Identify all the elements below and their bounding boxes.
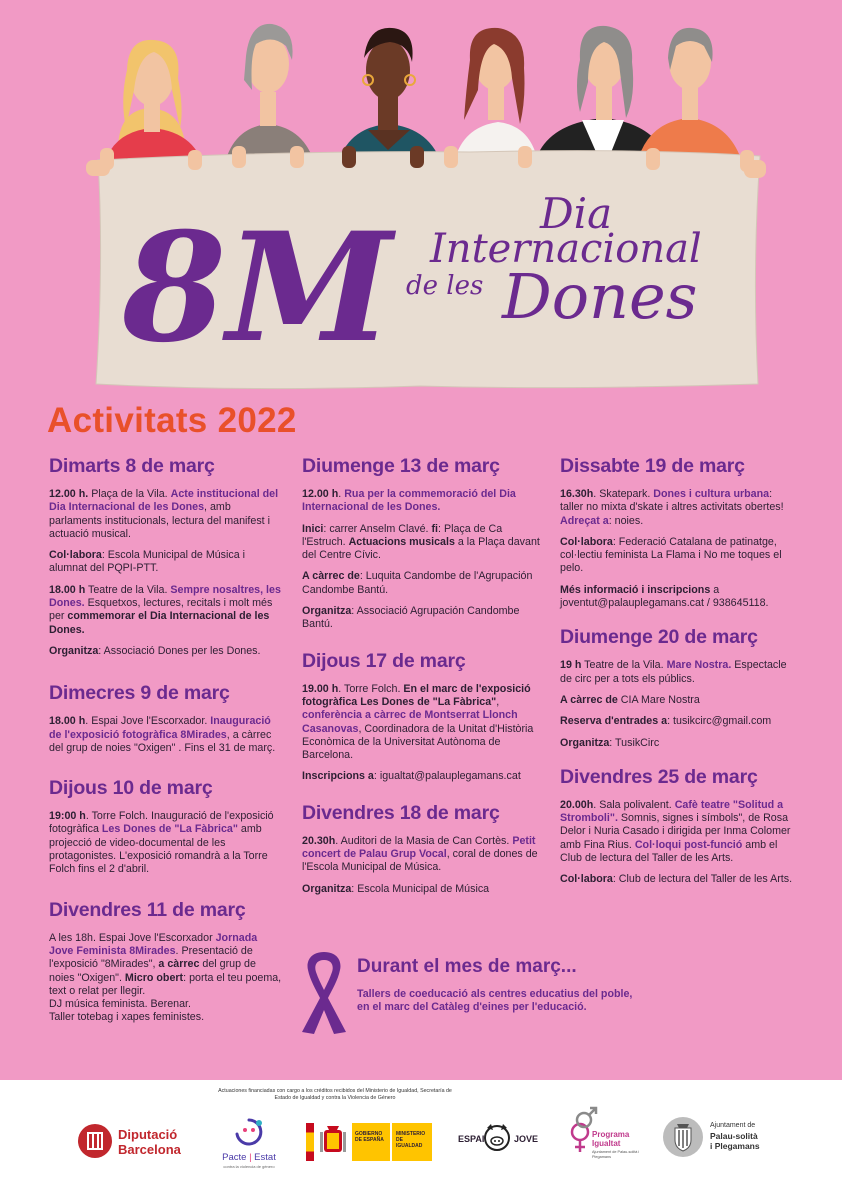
- hero-illustration: [0, 0, 842, 400]
- event-paragraph: Organitza: TusikCirc: [560, 736, 660, 749]
- event-day-heading: Divendres 18 de març: [302, 801, 500, 824]
- pig-face-icon: [482, 1122, 512, 1152]
- ministerio-text-2: DE IGUALDAD: [396, 1137, 423, 1149]
- gobierno-text-2: DE ESPAÑA: [355, 1137, 384, 1143]
- event-paragraph: Col·labora: Escola Municipal de Música i alumnat del PQPI-PTT.: [49, 549, 246, 575]
- ajuntament-text-2: Palau-solità: [710, 1131, 758, 1141]
- event-day-heading: Dimarts 8 de març: [49, 455, 215, 477]
- event-paragraph: A les 18h. Espai Jove l'Escorxador Jornada Jove Feminista 8Mirades. Presentació de l'exposició "8Mirades", a càrrec del grup de noies "Oxigen". Micro obert: porta el teu poema, text o relat per llegir. DJ música feminista. Berenar. Taller totebag i xapes feministes.: [49, 931, 282, 1024]
- event-paragraph: Inscripcions a: igualtat@palauplegamans.cat: [302, 770, 521, 783]
- event-18-march: [302, 802, 542, 896]
- gobierno-box: [352, 1123, 390, 1161]
- event-8-march: [49, 455, 284, 658]
- column-1: [49, 455, 284, 1038]
- event-day-heading: Divendres 25 de març: [560, 765, 758, 788]
- event-paragraph: 19 h Teatre de la Vila. Mare Nostra. Espectacle de circ per a tots els públics.: [560, 659, 787, 685]
- event-paragraph: 20.30h. Auditori de la Masia de Can Cortès. Petit concert de Palau Grup Vocal, coral de dones de l'Escola Municipal de Música.: [302, 834, 538, 874]
- event-paragraph: Organitza: Associació Agrupación Candombe Bantú.: [302, 605, 520, 631]
- event-9-march: [49, 682, 284, 755]
- event-paragraph: 18.00 h Teatre de la Vila. Sempre nosaltres, les Dones. Esquetxos, lectures, recitals i molt més per commemorar el Dia Internacional de les Dones.: [49, 583, 281, 636]
- pacte-estat-logo: [214, 1114, 284, 1170]
- event-17-march: [302, 650, 542, 784]
- event-25-march: [560, 766, 794, 887]
- ajuntament-text-3: i Plegamans: [710, 1141, 760, 1151]
- event-day-heading: Dimecres 9 de març: [49, 682, 230, 705]
- hero-line-dia: Dia: [540, 189, 613, 238]
- diputacio-text-1: Diputació: [118, 1127, 178, 1142]
- event-paragraph: Col·labora: Federació Catalana de patinatge, col·lectiu feminista La Flama i No me toques el pelo.: [560, 535, 782, 575]
- event-11-march: [49, 899, 284, 1025]
- jove-text: JOVE: [514, 1134, 539, 1144]
- funding-note: Actuaciones financiadas con cargo a los créditos recibidos del Ministerio de Igualdad, Secretaría de Estado de Igualdad y contra la Violencia de Género: [218, 1088, 452, 1101]
- ribbon-icon: [296, 948, 352, 1036]
- ministerio-box: [392, 1123, 432, 1161]
- event-paragraph: A càrrec de: Luquita Candombe de l'Agrupación Candombe Bantú.: [302, 570, 533, 596]
- diputacio-logo: [78, 1122, 198, 1162]
- spain-coat-of-arms-icon: [318, 1124, 348, 1160]
- sponsor-footer: [0, 1080, 842, 1191]
- event-paragraph: 20.00h. Sala polivalent. Cafè teatre "Solitud a Stromboli". Somnis, signes i símbols", de Rosa Delor i Nuria Casado i dirigida per Inma Colomer amb Fina Rius. Col·loqui post-funció amb el Club de lectura del Taller de les Arts.: [560, 798, 791, 865]
- march-workshops-text: Tallers de coeducació als centres educatius del poble, en el marc del Catàleg d'eines per l'educació.: [357, 988, 633, 1014]
- event-day-heading: Diumenge 13 de març: [302, 455, 500, 477]
- event-13-march: [302, 455, 542, 632]
- event-day-heading: Dijous 17 de març: [302, 649, 466, 672]
- spain-flag-icon: [306, 1123, 314, 1161]
- ajuntament-text-1: Ajuntament de: [710, 1122, 756, 1129]
- espai-text: ESPAI: [458, 1134, 485, 1144]
- ajuntament-crest-icon: [662, 1116, 704, 1158]
- event-paragraph: Inici: carrer Anselm Clavé. fi: Plaça de Ca l'Estruch. Actuacions musicals a la Plaça davant del Centre Cívic.: [302, 522, 540, 562]
- column-3: [560, 455, 794, 900]
- event-paragraph: Organitza: Associació Dones per les Dones.: [49, 644, 261, 657]
- event-paragraph: 12.00 h. Rua per la commemoració del Dia Internacional de les Dones.: [302, 488, 516, 514]
- event-paragraph: Més informació i inscripcions a joventut@palauplegamans.cat / 938645118.: [560, 583, 769, 610]
- diputacio-emblem-icon: [78, 1124, 112, 1158]
- event-paragraph: Reserva d'entrades a: tusikcirc@gmail.com: [560, 715, 772, 728]
- event-paragraph: A càrrec de CIA Mare Nostra: [560, 693, 700, 706]
- hero-line-de-les: de les: [406, 271, 484, 301]
- march-workshops-box: [296, 948, 796, 1038]
- pacte-subtitle: contra la violencia de género: [223, 1164, 275, 1169]
- programa-text-2: Igualtat: [592, 1139, 621, 1148]
- programa-text-1: Programa: [592, 1130, 630, 1139]
- event-paragraph: 16.30h. Skatepark. Dones i cultura urbana: taller no mixta d'skate i altres activitats obertes! Adreçat a: noies.: [560, 488, 784, 527]
- event-paragraph: 18.00 h. Espai Jove l'Escorxador. Inauguració de l'exposició fotogràfica 8Mirades, a càrrec del grup de noies "Oxigen" . Fins el 31 de març.: [49, 715, 276, 754]
- diputacio-text-2: Barcelona: [118, 1142, 181, 1157]
- pacte-circle-icon: [231, 1114, 267, 1150]
- page-title: Activitats 2022: [47, 401, 297, 440]
- event-paragraph: 19.00 h. Torre Folch. En el marc de l'exposició fotogràfica Les Dones de "La Fàbrica", conferència a càrrec de Montserrat Llonch Casanovas, Coordinadora de la Unitat d'Història Econòmica de la Universitat Autònoma de Barcelona.: [302, 682, 534, 762]
- event-paragraph: 12.00 h. Plaça de la Vila. Acte institucional del Dia Internacional de les Dones, amb parlaments institucionals, lectura del manifest i actuació musical.: [49, 488, 279, 540]
- pacte-text: Pacte | Estat: [222, 1152, 276, 1163]
- event-19-march: [560, 455, 794, 610]
- event-paragraph: 19:00 h. Torre Folch. Inauguració de l'exposició fotogràfica Les Dones de "La Fàbrica" amb projecció de video-documental de les protagonistes. L'exposició romandrà a la Torre Folch fins el 2 d'abril.: [49, 810, 274, 876]
- event-paragraph: Col·labora: Club de lectura del Taller de les Arts.: [560, 873, 793, 886]
- event-20-march: [560, 626, 794, 749]
- event-day-heading: Diumenge 20 de març: [560, 626, 758, 649]
- programa-subtitle: Ajuntament de Palau-solità i Plegamans: [592, 1150, 640, 1159]
- event-paragraph: Organitza: Escola Municipal de Música: [302, 882, 490, 895]
- hero-line-dones: Dones: [502, 260, 698, 333]
- march-workshops-title: Durant el mes de març...: [357, 956, 577, 977]
- column-2: [302, 455, 542, 909]
- gobierno-espana-logo: [306, 1123, 432, 1161]
- hero-line-internacional: Internacional: [430, 226, 702, 272]
- programa-igualtat-logo: [566, 1106, 656, 1176]
- gobierno-text-1: GOBIERNO: [355, 1131, 383, 1137]
- eight-m-brush: 8M: [122, 200, 393, 376]
- event-day-heading: Dijous 10 de març: [49, 777, 213, 800]
- event-day-heading: Divendres 11 de març: [49, 898, 246, 921]
- espai-jove-logo: [458, 1118, 538, 1168]
- event-10-march: [49, 777, 284, 876]
- ministerio-text-1: MINISTERIO: [396, 1131, 426, 1137]
- event-day-heading: Dissabte 19 de març: [560, 455, 745, 477]
- ajuntament-logo: [662, 1116, 774, 1162]
